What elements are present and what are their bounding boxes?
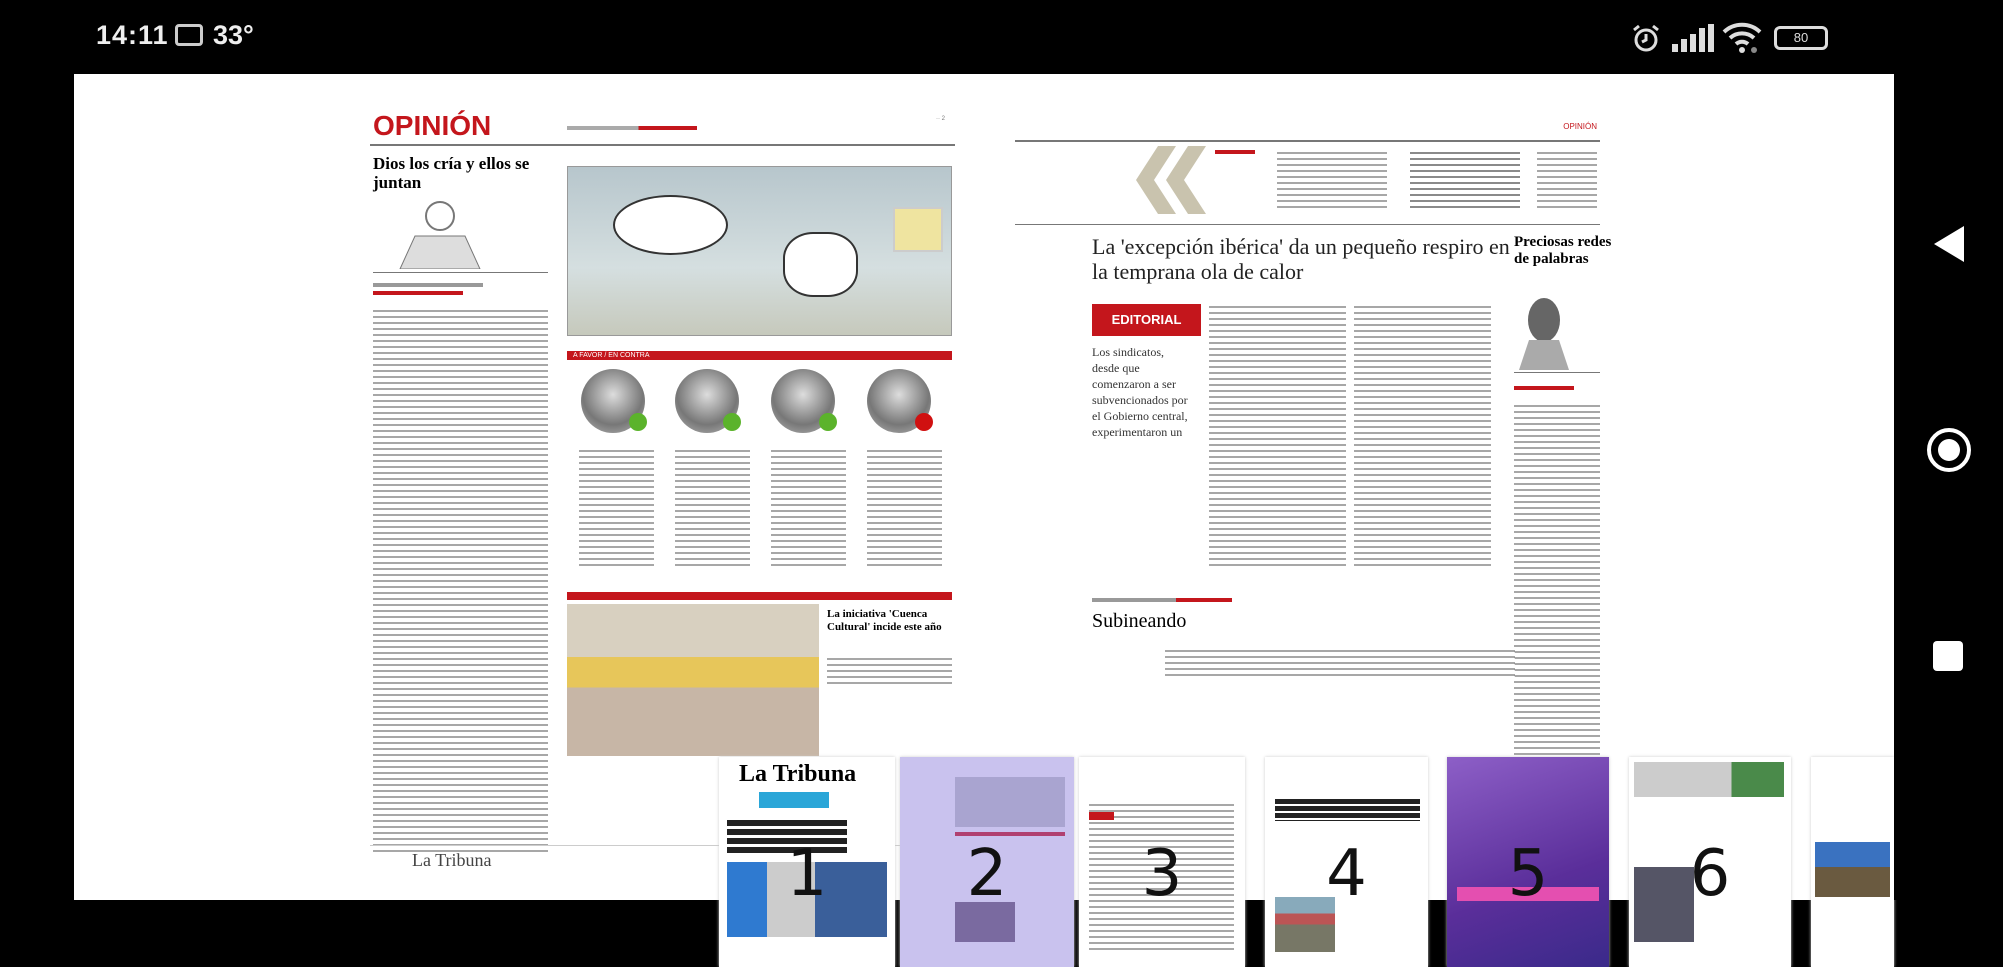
page-thumbnail-6[interactable] (1629, 757, 1791, 967)
section-title: OPINIÓN (373, 110, 492, 141)
cartoon (567, 166, 952, 336)
editorial-label: EDITORIAL (1092, 304, 1201, 336)
byline (373, 283, 483, 287)
divider (370, 144, 955, 146)
page-thumbnail-3[interactable] (1079, 757, 1245, 967)
page-thumbnail-1[interactable] (719, 757, 895, 967)
author-sketch (380, 194, 500, 269)
navigation-bar (1894, 0, 2003, 900)
byline-author (373, 291, 463, 295)
page-number: 1 (786, 837, 828, 911)
photo-header (567, 592, 952, 600)
page-number: 6 (1689, 837, 1731, 911)
masthead: La Tribuna (412, 850, 492, 870)
page-number: 5 (1507, 837, 1549, 911)
main-headline: La 'excepción ibérica' da un pequeño respiro en la temprana ola de calor (1092, 234, 1510, 284)
page-thumbnail-5[interactable] (1447, 757, 1609, 967)
divider (1514, 372, 1600, 373)
photo-headline: La iniciativa 'Cuenca Cultural' incide este año (827, 608, 942, 633)
author-portrait (1514, 290, 1574, 370)
ranking-header (567, 351, 952, 360)
thumbs-up-icon (723, 413, 741, 431)
thumbs-down-icon (915, 413, 933, 431)
clock: 14:11 (96, 20, 169, 50)
news-photo (567, 604, 819, 756)
bottom-headline: Subineando (1092, 610, 1187, 632)
sidebar-headline: Preciosas redes de palabras (1514, 234, 1612, 267)
page-number: ·· 2 (936, 116, 945, 122)
page-number: 3 (1141, 837, 1183, 911)
bottom-section-label (1092, 598, 1232, 602)
quotes-label (1215, 150, 1255, 154)
alarm-icon (1630, 22, 1662, 54)
divider (373, 272, 548, 273)
signal-icon (1672, 24, 1714, 52)
editorial-lead: Los sindicatos, desde que comenzaron a ser subvencionados por el Gobierno central, experimentaron un (1092, 345, 1188, 439)
section-label: OPINIÓN (1563, 122, 1597, 131)
page-thumbnail-7[interactable] (1811, 757, 1894, 967)
ranking (567, 363, 952, 578)
thumbs-up-icon (819, 413, 837, 431)
battery-level: 80 (1793, 30, 1809, 45)
column-headline: Dios los cría y ellos se juntan (373, 154, 530, 192)
byline-author (1514, 386, 1574, 390)
divider (1015, 224, 1600, 225)
battery-icon (1774, 26, 1828, 50)
temperature: 33° (213, 20, 254, 50)
ranking-label: A FAVOR / EN CONTRA (573, 352, 650, 359)
cartoon-label (567, 126, 697, 130)
status-bar (0, 0, 2003, 74)
left-page[interactable] (370, 108, 955, 870)
page-number: 2 (966, 837, 1008, 911)
home-icon[interactable] (1926, 427, 1972, 473)
page-number: 4 (1326, 837, 1367, 911)
thumbs-up-icon (629, 413, 647, 431)
thumbnail-masthead: La Tribuna (739, 761, 857, 787)
notification-icon (175, 24, 203, 46)
page-thumbnail-4[interactable] (1265, 757, 1428, 967)
recents-icon[interactable] (1933, 641, 1963, 671)
quote-chevrons (1128, 146, 1206, 214)
wifi-icon (1722, 22, 1762, 54)
right-page[interactable] (1015, 108, 1612, 870)
back-icon[interactable] (1934, 226, 1964, 262)
column-body (373, 308, 548, 853)
newspaper-viewer[interactable] (74, 74, 1894, 911)
divider (1015, 140, 1600, 142)
page-thumbnail-2[interactable] (900, 757, 1074, 967)
